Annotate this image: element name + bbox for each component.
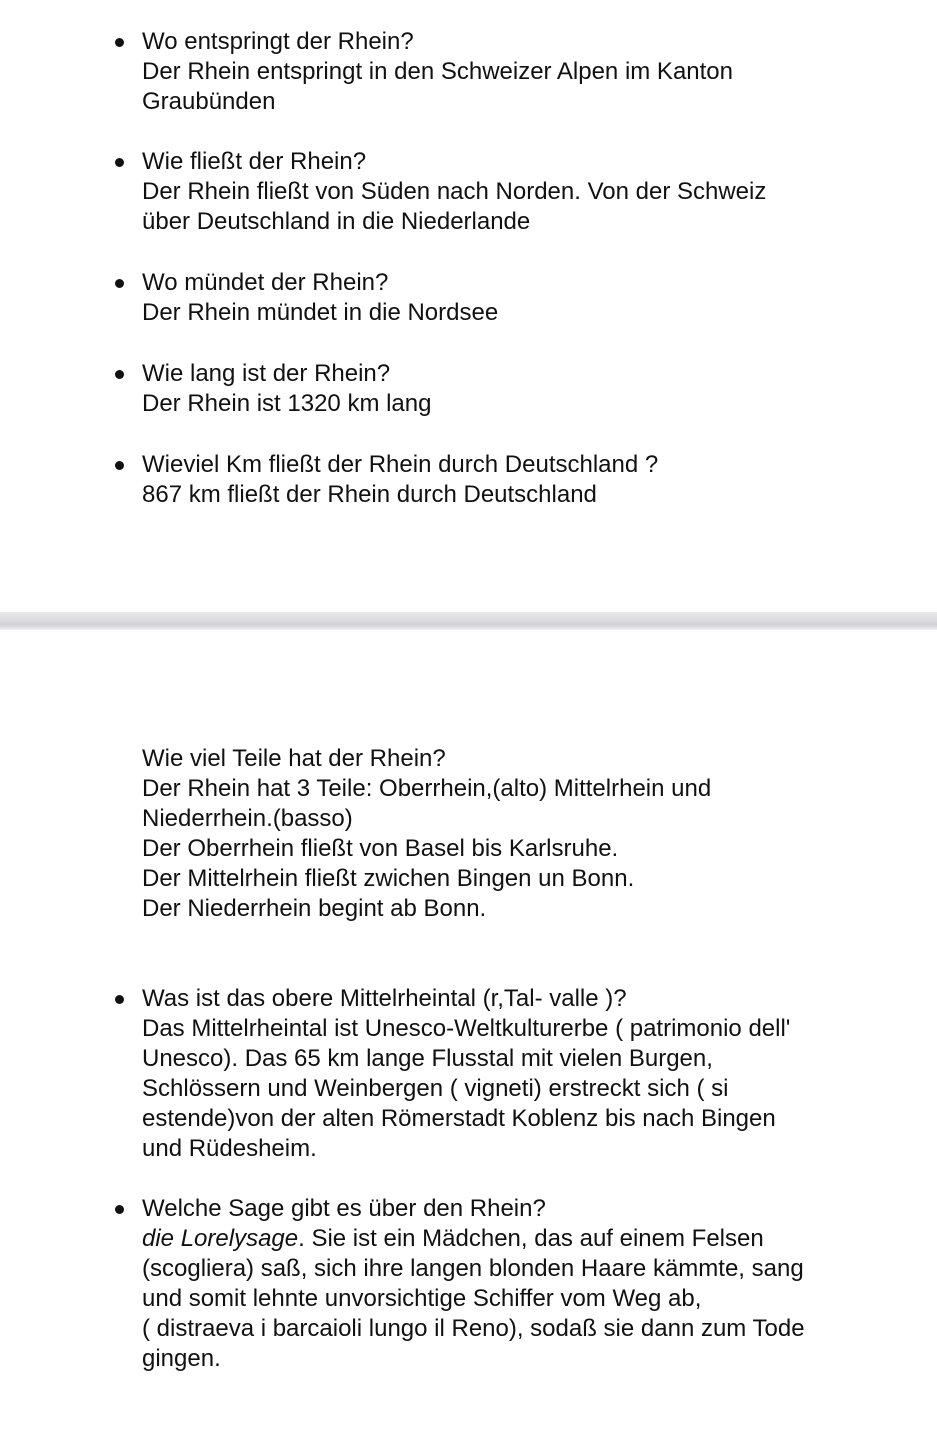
question-text: Wo mündet der Rhein? bbox=[142, 269, 389, 296]
bullet-dot bbox=[115, 461, 124, 470]
answer-text: Der Rhein fließt von Süden nach Norden. Von der Schweiz über Deutschland in die Niederlande bbox=[142, 178, 767, 235]
document-page-2 bbox=[0, 630, 937, 1447]
answer-text bbox=[142, 1224, 902, 1374]
answer-text: Das Mittelrheintal ist Unesco-Weltkulturerbe ( patrimonio dell' Unesco). Das 65 km lange Flusstal mit vielen Burgen, Schlössern und Weinbergen ( vigneti) erstreckt sich ( si estende)von der alten Römerstadt Koblenz bis nach Bingen und Rüdesheim. bbox=[142, 1015, 791, 1162]
document-page-1 bbox=[0, 0, 937, 612]
bullet-item-flow bbox=[142, 147, 902, 237]
legend-name: die Lorelysage bbox=[142, 1225, 299, 1252]
answer-text: Der Rhein mündet in die Nordsee bbox=[142, 299, 499, 326]
bullet-item-source bbox=[142, 27, 902, 117]
question-text: Wie fließt der Rhein? bbox=[142, 148, 367, 175]
bullet-item-legend bbox=[142, 1194, 902, 1374]
answer-text: Der Rhein hat 3 Teile: Oberrhein,(alto) Mittelrhein und Niederrhein.(basso) Der Oberrhein fließt von Basel bis Karlsruhe. Der Mittelrhein fließt zwichen Bingen un Bonn. Der Niederrhein begint ab Bonn. bbox=[142, 775, 712, 922]
bullet-dot bbox=[115, 1205, 124, 1214]
question-text: Welche Sage gibt es über den Rhein? bbox=[142, 1195, 546, 1222]
bullet-item-valley bbox=[142, 984, 902, 1164]
bullet-item-length bbox=[142, 359, 902, 419]
question-text: Wie lang ist der Rhein? bbox=[142, 360, 391, 387]
bullet-item-germany bbox=[142, 450, 902, 510]
legend-description: . Sie ist ein Mädchen, das auf einem Felsen (scogliera) saß, sich ihre langen blonden Haare kämmte, sang und somit lehnte unvorsichtige Schiffer vom Weg ab, ( distraeva i barcaioli lungo il Reno), sodaß sie dann zum Tode gingen. bbox=[142, 1225, 805, 1372]
bullet-dot bbox=[115, 158, 124, 167]
question-text: Wo entspringt der Rhein? bbox=[142, 28, 414, 55]
answer-text: 867 km fließt der Rhein durch Deutschland bbox=[142, 481, 597, 508]
bullet-dot bbox=[115, 38, 124, 47]
item-parts bbox=[142, 744, 902, 924]
question-text: Wieviel Km fließt der Rhein durch Deutschland ? bbox=[142, 451, 659, 478]
bullet-dot bbox=[115, 995, 124, 1004]
bullet-dot bbox=[115, 370, 124, 379]
question-text: Was ist das obere Mittelrheintal (r,Tal- valle )? bbox=[142, 985, 627, 1012]
bullet-dot bbox=[115, 279, 124, 288]
answer-text: Der Rhein entspringt in den Schweizer Alpen im Kanton Graubünden bbox=[142, 58, 733, 115]
question-text: Wie viel Teile hat der Rhein? bbox=[142, 745, 446, 772]
bullet-item-mouth bbox=[142, 268, 902, 328]
answer-text: Der Rhein ist 1320 km lang bbox=[142, 390, 432, 417]
page-separator bbox=[0, 612, 937, 630]
